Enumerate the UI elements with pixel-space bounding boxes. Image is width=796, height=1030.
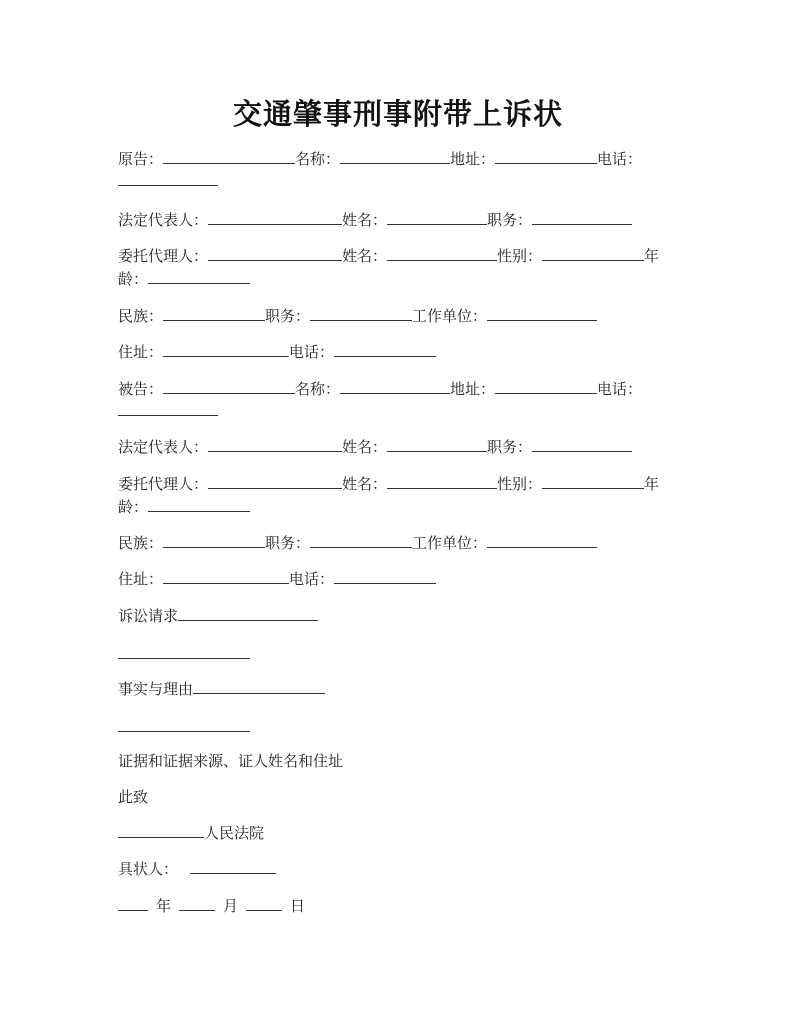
plaintiff-phone-label: 电话： (597, 150, 643, 168)
claims-line (118, 605, 318, 627)
plaintiff-rep-name-blank[interactable] (387, 209, 487, 225)
salutation-line (118, 786, 148, 808)
date-day-blank[interactable] (246, 895, 282, 911)
defendant-residence-blank[interactable] (163, 568, 289, 584)
plaintiff-residence-blank[interactable] (163, 341, 289, 357)
plaintiff-ethnic-position-blank[interactable] (310, 305, 412, 321)
plaintiff-line (118, 148, 642, 170)
defendant-label: 被告： (118, 380, 164, 398)
defendant-agent-age-label-1: 年 (644, 475, 660, 493)
date-month-label: 月 (223, 897, 239, 915)
court-suffix: 人民法院 (204, 824, 265, 842)
plaintiff-ethnic-position-label: 职务： (265, 307, 311, 325)
plaintiff-phone-line (118, 170, 218, 192)
claims-label: 诉讼请求 (118, 607, 179, 625)
plaintiff-legal-rep-blank[interactable] (208, 209, 342, 225)
defendant-employer-label: 工作单位： (412, 534, 488, 552)
document-title: 交通肇事刑事附带上诉状 (232, 97, 563, 131)
date-line (118, 895, 305, 917)
defendant-agent-name-label: 姓名： (342, 475, 388, 493)
evidence-label: 证据和证据来源、证人姓名和住址 (118, 752, 344, 770)
defendant-age-line (118, 496, 250, 518)
defendant-residence-phone-blank[interactable] (334, 568, 436, 584)
claims-continuation-line (118, 643, 250, 665)
facts-line (118, 678, 325, 700)
defendant-name-label: 名称： (295, 380, 341, 398)
plaintiff-employer-blank[interactable] (487, 305, 597, 321)
plaintiff-agent-name-label: 姓名： (342, 247, 388, 265)
defendant-rep-position-blank[interactable] (532, 436, 632, 452)
plaintiff-agent-blank[interactable] (208, 245, 342, 261)
defendant-ethnic-line (118, 532, 597, 554)
plaintiff-age-line (118, 268, 250, 290)
plaintiff-address-blank[interactable] (495, 148, 597, 164)
defendant-agent-name-blank[interactable] (387, 473, 497, 489)
defendant-ethnic-position-label: 职务： (265, 534, 311, 552)
plaintiff-rep-line (118, 209, 632, 231)
defendant-phone-blank[interactable] (118, 400, 218, 416)
plaintiff-name-blank[interactable] (340, 148, 450, 164)
defendant-address-blank[interactable] (495, 378, 597, 394)
defendant-residence-phone-label: 电话： (289, 570, 335, 588)
defendant-residence-line (118, 568, 436, 590)
plaintiff-employer-label: 工作单位： (412, 307, 488, 325)
court-name-blank[interactable] (118, 822, 204, 838)
date-day-label: 日 (290, 897, 306, 915)
defendant-rep-line (118, 436, 632, 458)
plaintiff-agent-gender-blank[interactable] (542, 245, 644, 261)
plaintiff-residence-phone-blank[interactable] (334, 341, 436, 357)
date-year-blank[interactable] (118, 895, 148, 911)
signer-line (118, 858, 276, 880)
defendant-rep-name-label: 姓名： (342, 438, 388, 456)
defendant-ethnic-blank[interactable] (163, 532, 265, 548)
evidence-line (118, 750, 343, 772)
defendant-rep-name-blank[interactable] (387, 436, 487, 452)
defendant-agent-label: 委托代理人： (118, 475, 209, 493)
defendant-ethnic-label: 民族： (118, 534, 164, 552)
plaintiff-ethnic-line (118, 305, 597, 327)
plaintiff-agent-age-label-1: 年 (644, 247, 660, 265)
plaintiff-rep-position-label: 职务： (487, 211, 533, 229)
salutation: 此致 (118, 788, 149, 806)
plaintiff-ethnic-label: 民族： (118, 307, 164, 325)
plaintiff-blank[interactable] (163, 148, 295, 164)
defendant-ethnic-position-blank[interactable] (310, 532, 412, 548)
defendant-name-blank[interactable] (340, 378, 450, 394)
defendant-rep-position-label: 职务： (487, 438, 533, 456)
plaintiff-residence-phone-label: 电话： (289, 343, 335, 361)
court-line (118, 822, 264, 844)
plaintiff-rep-name-label: 姓名： (342, 211, 388, 229)
defendant-employer-blank[interactable] (487, 532, 597, 548)
date-month-blank[interactable] (179, 895, 215, 911)
facts-continuation-line (118, 716, 250, 738)
plaintiff-age-blank[interactable] (148, 268, 250, 284)
defendant-age-blank[interactable] (148, 496, 250, 512)
defendant-legal-rep-label: 法定代表人： (118, 438, 209, 456)
defendant-phone-line (118, 400, 218, 422)
facts-continuation-blank[interactable] (118, 716, 250, 732)
plaintiff-legal-rep-label: 法定代表人： (118, 211, 209, 229)
defendant-agent-age-label-2: 龄： (118, 498, 149, 516)
plaintiff-phone-blank[interactable] (118, 170, 218, 186)
signer-label: 具状人： (118, 860, 179, 878)
plaintiff-residence-line (118, 341, 436, 363)
defendant-agent-line (118, 473, 659, 495)
plaintiff-residence-label: 住址： (118, 343, 164, 361)
defendant-agent-gender-blank[interactable] (542, 473, 644, 489)
defendant-phone-label: 电话： (597, 380, 643, 398)
plaintiff-agent-age-label-2: 龄： (118, 270, 149, 288)
plaintiff-agent-name-blank[interactable] (387, 245, 497, 261)
claims-continuation-blank[interactable] (118, 643, 250, 659)
defendant-legal-rep-blank[interactable] (208, 436, 342, 452)
claims-blank[interactable] (178, 605, 318, 621)
defendant-blank[interactable] (163, 378, 295, 394)
signer-blank[interactable] (190, 858, 276, 874)
defendant-residence-label: 住址： (118, 570, 164, 588)
defendant-address-label: 地址： (450, 380, 496, 398)
plaintiff-agent-label: 委托代理人： (118, 247, 209, 265)
plaintiff-ethnic-blank[interactable] (163, 305, 265, 321)
plaintiff-agent-gender-label: 性别： (497, 247, 543, 265)
plaintiff-name-label: 名称： (295, 150, 341, 168)
plaintiff-address-label: 地址： (450, 150, 496, 168)
defendant-agent-blank[interactable] (208, 473, 342, 489)
facts-label: 事实与理由 (118, 680, 194, 698)
defendant-agent-gender-label: 性别： (497, 475, 543, 493)
plaintiff-label: 原告： (118, 150, 164, 168)
defendant-line (118, 378, 642, 400)
plaintiff-agent-line (118, 245, 659, 267)
plaintiff-rep-position-blank[interactable] (532, 209, 632, 225)
date-year-label: 年 (156, 897, 172, 915)
facts-blank[interactable] (193, 678, 325, 694)
